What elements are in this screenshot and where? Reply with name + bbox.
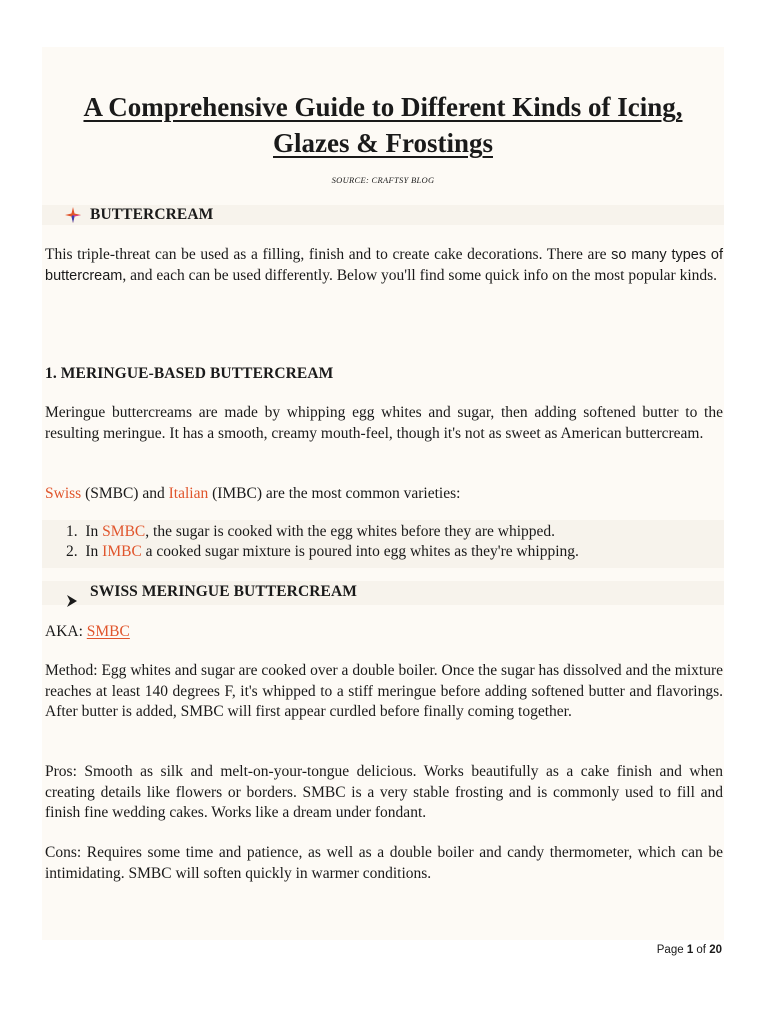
meringue-description: Meringue buttercreams are made by whipping egg whites and sugar, then adding softened butter to the resulting meringue. It has a smooth, creamy mouth-feel, though it's not as sweet as American buttercream. <box>45 404 723 442</box>
list-text: , the sugar is cooked with the egg whites before they are whipped. <box>145 523 556 540</box>
list-item <box>66 522 555 542</box>
aka-label: AKA: <box>45 623 87 640</box>
section-heading-buttercream: BUTTERCREAM <box>90 206 214 223</box>
list-item <box>66 542 579 562</box>
intro-text-a: This triple-threat can be used as a filling, finish and to create cake decorations. There are <box>45 246 612 263</box>
list-text: In <box>85 543 103 560</box>
pros-paragraph: Pros: Smooth as silk and melt-on-your-tongue delicious. Works beautifully as a cake finish and when creating details like flowers or borders. SMBC is a very stable frosting and is commonly used to fill and finish fine wedding cakes. Works like a dream under fondant. <box>45 763 723 821</box>
varieties-text-1: (SMBC) and <box>81 485 169 502</box>
page-current: 1 <box>686 944 694 956</box>
cons-paragraph: Cons: Requires some time and patience, as well as a double boiler and candy thermometer, which can be intimidating. SMBC will soften quickly in warmer conditions. <box>45 844 723 882</box>
title-line-2: Glazes & Frostings <box>273 128 493 158</box>
smbc-aka-link[interactable]: SMBC <box>86 623 130 640</box>
imbc-link[interactable]: IMBC <box>102 543 142 560</box>
list-number: 1. <box>66 523 78 540</box>
aka-line <box>45 622 723 643</box>
source-credit: SOURCE: CRAFTSY BLOG <box>331 175 435 185</box>
page-of: of <box>693 944 710 956</box>
method-paragraph: Method: Egg whites and sugar are cooked over a double boiler. Once the sugar has dissolved and the mixture reaches at least 140 degrees F, it's whipped to a stiff meringue before adding softened butter and flavorings. After butter is added, SMBC will first appear curdled before finally coming together. <box>45 662 723 720</box>
arrowhead-bullet-icon <box>66 595 78 607</box>
smbc-link[interactable]: SMBC <box>102 523 146 540</box>
intro-text-b: , and each can be used differently. Below you'll find some quick info on the most popular kinds. <box>122 266 718 284</box>
varieties-text-2: (IMBC) are the most common varieties: <box>208 485 461 502</box>
page-label: Page <box>656 944 687 956</box>
page-total: 20 <box>709 944 722 956</box>
list-number: 2. <box>66 543 78 560</box>
types-of-buttercream-link[interactable]: so many types of buttercream <box>45 247 723 284</box>
list-text: In <box>85 523 103 540</box>
section-heading-swiss: SWISS MERINGUE BUTTERCREAM <box>90 583 358 600</box>
section-heading-meringue: 1. MERINGUE-BASED BUTTERCREAM <box>45 365 334 382</box>
list-text: a cooked sugar mixture is poured into egg whites as they're whipping. <box>141 543 579 560</box>
four-point-star-icon <box>65 207 81 223</box>
italian-link[interactable]: Italian <box>168 485 209 502</box>
varieties-line <box>45 484 723 505</box>
document-page <box>42 47 724 940</box>
buttercream-intro <box>45 245 723 286</box>
page-number <box>657 944 722 956</box>
swiss-link[interactable]: Swiss <box>45 485 82 502</box>
title-line-1: A Comprehensive Guide to Different Kinds of Icing, <box>83 92 683 122</box>
document-title <box>42 89 724 161</box>
